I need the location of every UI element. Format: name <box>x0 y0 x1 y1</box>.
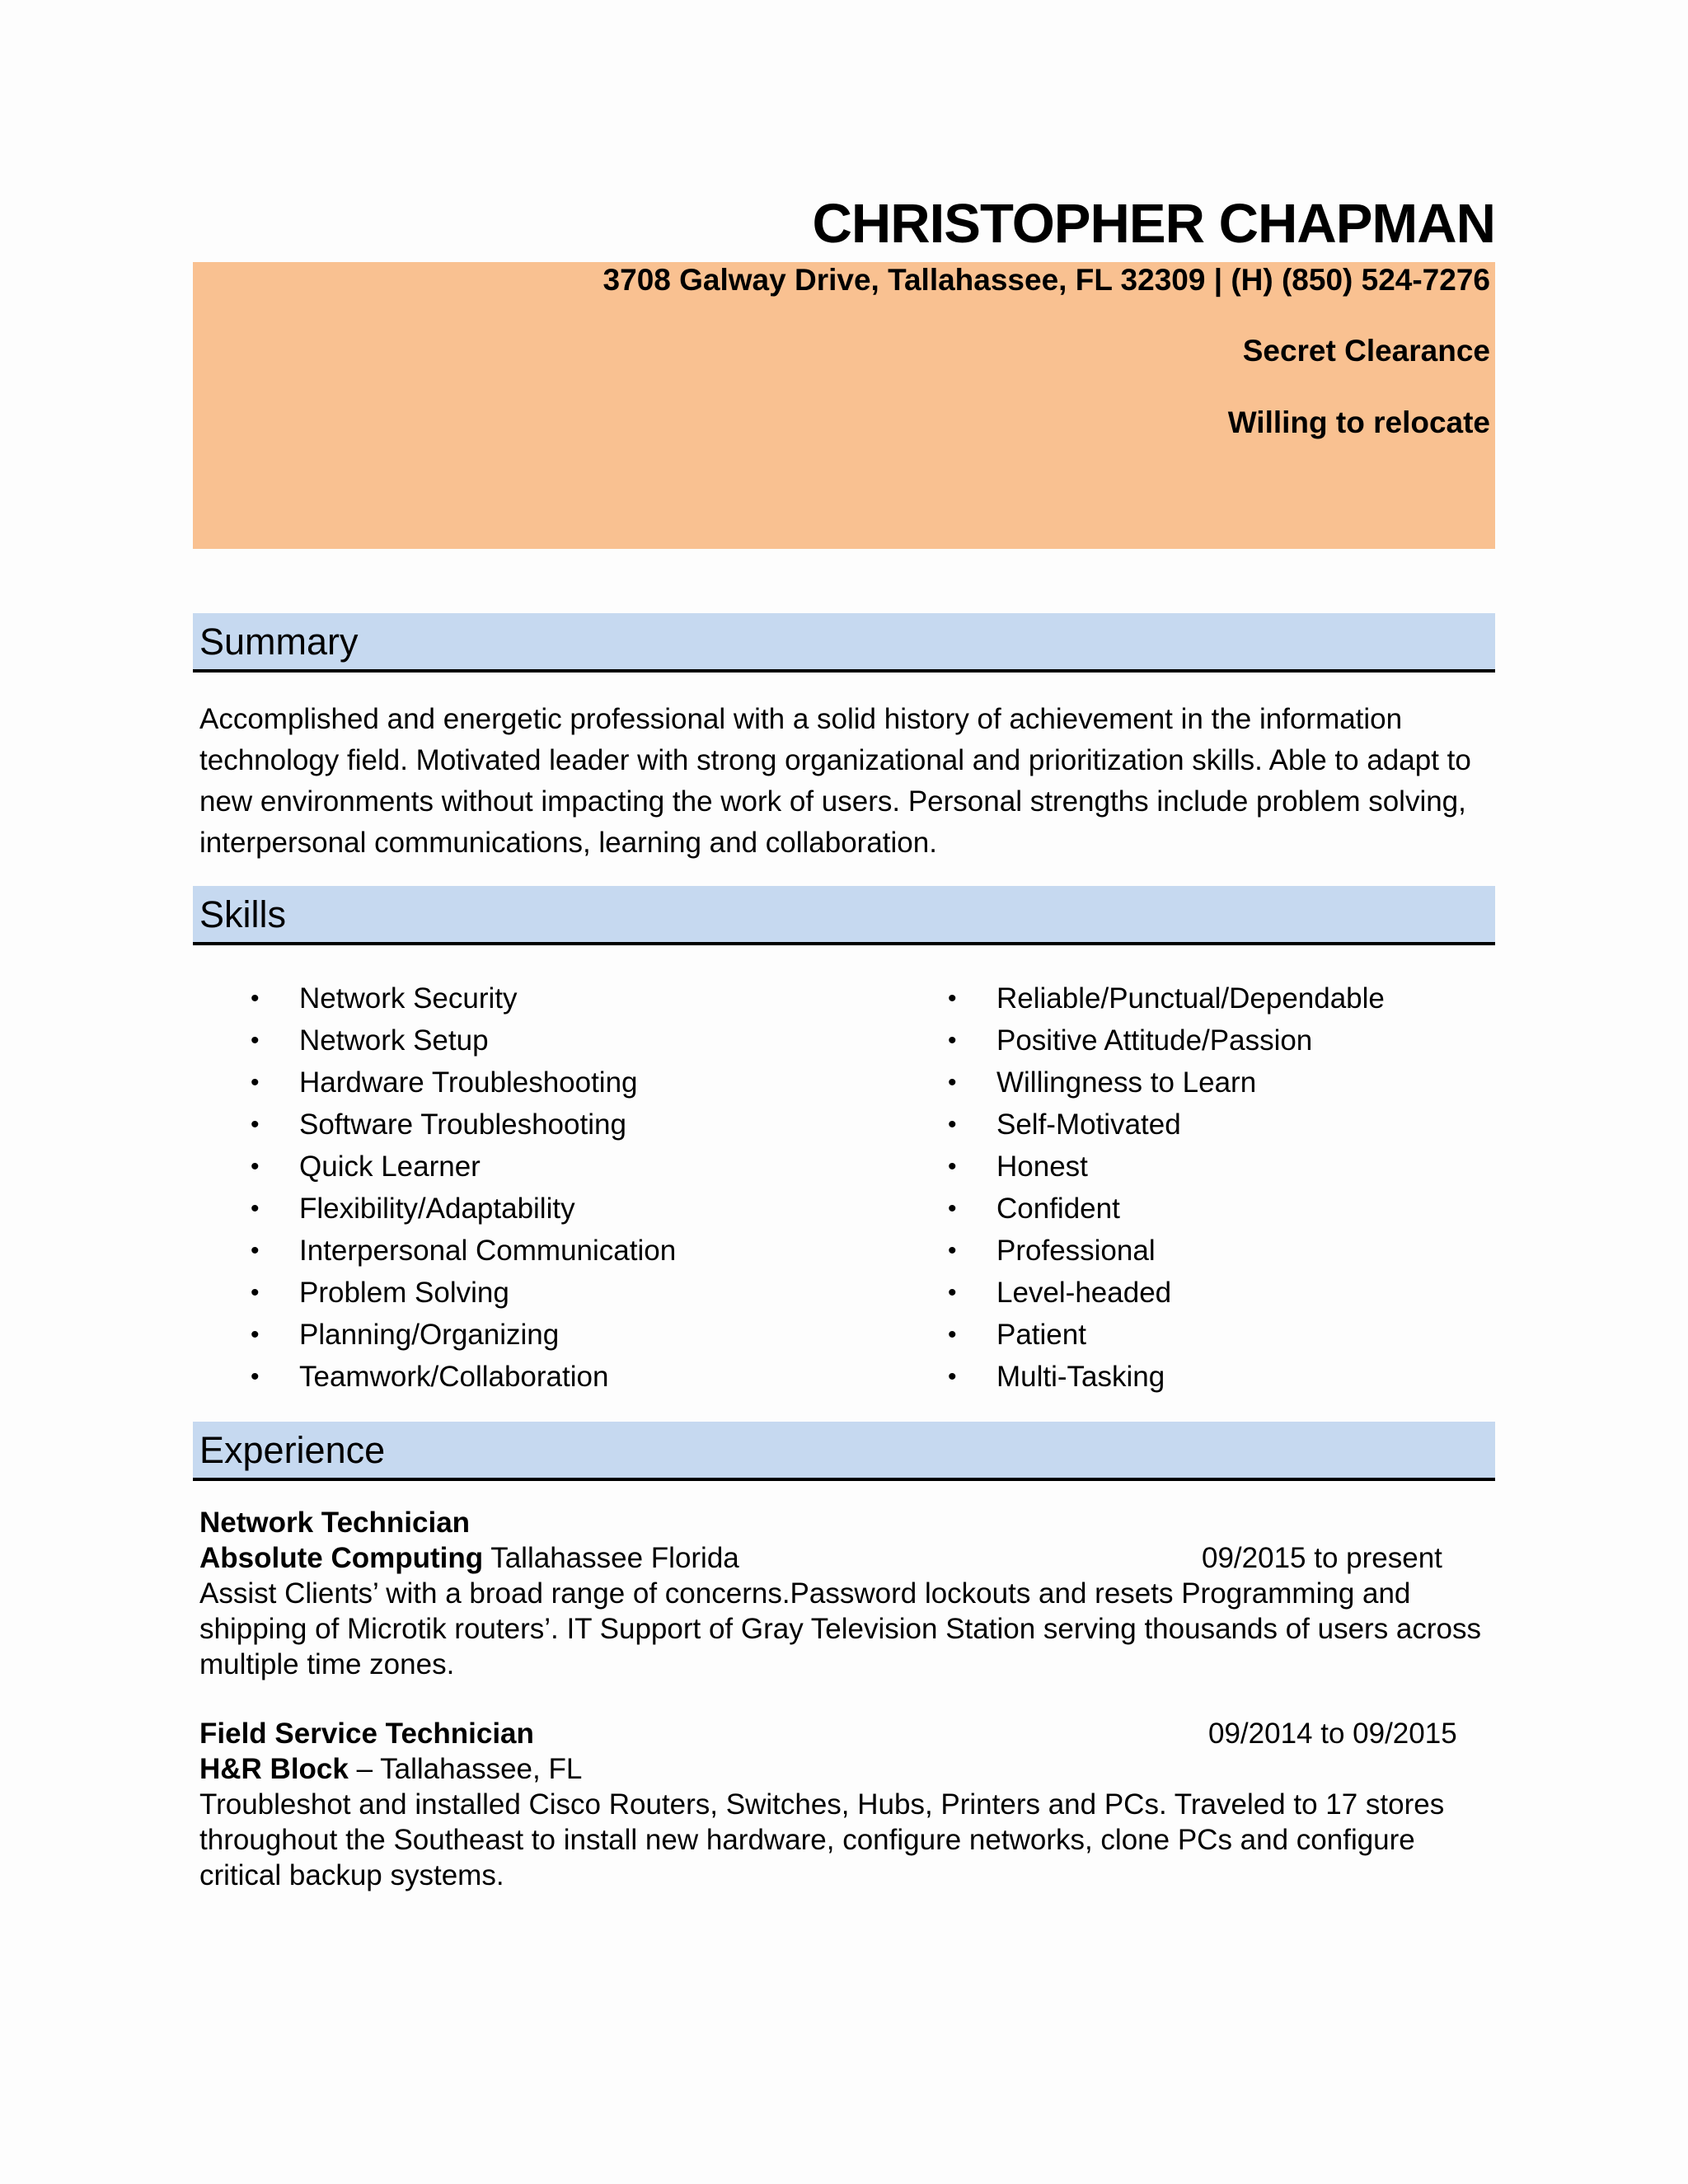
job-company: Absolute Computing <box>199 1542 484 1574</box>
bullet-icon: • <box>251 1027 260 1054</box>
list-item: • Willingness to Learn <box>897 1062 1385 1104</box>
list-item: • Professional <box>897 1230 1385 1272</box>
job-location: – Tallahassee, FL <box>348 1753 583 1785</box>
bullet-icon: • <box>948 985 957 1012</box>
summary-heading-label: Summary <box>199 621 359 663</box>
list-item: • Planning/Organizing <box>199 1314 676 1356</box>
candidate-name: CHRISTOPHER CHAPMAN <box>812 193 1495 255</box>
list-item: • Network Setup <box>199 1019 676 1062</box>
summary-heading <box>193 613 1495 673</box>
job-entry <box>199 1716 1469 1893</box>
job-company-line <box>199 1751 1469 1787</box>
job-location: Tallahassee Florida <box>483 1542 739 1574</box>
bullet-icon: • <box>948 1195 957 1222</box>
list-item: • Confident <box>897 1188 1385 1230</box>
job-company-line <box>199 1540 1469 1576</box>
list-item: • Hardware Troubleshooting <box>199 1062 676 1104</box>
bullet-icon: • <box>948 1279 957 1306</box>
skills-heading-label: Skills <box>199 893 287 935</box>
job-dates: 09/2015 to present <box>1202 1542 1442 1574</box>
bullet-icon: • <box>948 1069 957 1096</box>
bullet-icon: • <box>948 1111 957 1138</box>
bullet-icon: • <box>251 1363 260 1390</box>
experience-heading-label: Experience <box>199 1429 386 1471</box>
skills-list-right <box>897 977 1385 1398</box>
job-company: H&R Block <box>199 1753 349 1785</box>
job-title-line <box>199 1716 1469 1751</box>
list-item: • Problem Solving <box>199 1272 676 1314</box>
list-item: • Reliable/Punctual/Dependable <box>897 977 1385 1019</box>
contact-band <box>193 262 1495 549</box>
bullet-icon: • <box>948 1153 957 1180</box>
bullet-icon: • <box>948 1321 957 1348</box>
skills-heading <box>193 886 1495 945</box>
job-title: Network Technician <box>199 1507 471 1539</box>
bullet-icon: • <box>251 1069 260 1096</box>
job-description: Assist Clients’ with a broad range of concerns.Password lockouts and resets Programming and shipping of Microtik routers’. IT Support of Gray Television Station serving thousands of users across multiple time zones. <box>199 1577 1482 1680</box>
bullet-icon: • <box>251 1321 260 1348</box>
bullet-icon: • <box>251 1111 260 1138</box>
bullet-icon: • <box>948 1363 957 1390</box>
list-item: • Patient <box>897 1314 1385 1356</box>
job-title: Field Service Technician <box>199 1718 534 1750</box>
summary-text: Accomplished and energetic professional with a solid history of achievement in the information technology field. Motivated leader with strong organizational and prioritization skills. Able to adapt to new environments without impacting the work of users. Personal strengths include problem solving, interpersonal communications, learning and collaboration. <box>199 703 1471 859</box>
job-entry <box>199 1505 1482 1682</box>
bullet-icon: • <box>251 1279 260 1306</box>
job-dates: 09/2014 to 09/2015 <box>1208 1718 1457 1750</box>
job-description: Troubleshot and installed Cisco Routers, Switches, Hubs, Printers and PCs. Traveled to 17 stores throughout the Southeast to install new hardware, configure networks, clone PCs and configure critical backup systems. <box>199 1788 1445 1891</box>
experience-heading <box>193 1422 1495 1481</box>
contact-line: 3708 Galway Drive, Tallahassee, FL 32309 | (H) (850) 524-7276 <box>603 263 1490 297</box>
list-item: • Honest <box>897 1146 1385 1188</box>
bullet-icon: • <box>251 1195 260 1222</box>
list-item: • Flexibility/Adaptability <box>199 1188 676 1230</box>
list-item: • Level-headed <box>897 1272 1385 1314</box>
bullet-icon: • <box>251 1153 260 1180</box>
clearance-line: Secret Clearance <box>1242 334 1490 368</box>
list-item: • Teamwork/Collaboration <box>199 1356 676 1398</box>
relocate-line: Willing to relocate <box>1227 405 1490 439</box>
skills-list-left <box>199 977 676 1398</box>
list-item: • Multi-Tasking <box>897 1356 1385 1398</box>
list-item: • Network Security <box>199 977 676 1019</box>
bullet-icon: • <box>948 1027 957 1054</box>
bullet-icon: • <box>948 1237 957 1264</box>
list-item: • Positive Attitude/Passion <box>897 1019 1385 1062</box>
list-item: • Self-Motivated <box>897 1104 1385 1146</box>
bullet-icon: • <box>251 985 260 1012</box>
list-item: • Interpersonal Communication <box>199 1230 676 1272</box>
list-item: • Quick Learner <box>199 1146 676 1188</box>
bullet-icon: • <box>251 1237 260 1264</box>
list-item: • Software Troubleshooting <box>199 1104 676 1146</box>
